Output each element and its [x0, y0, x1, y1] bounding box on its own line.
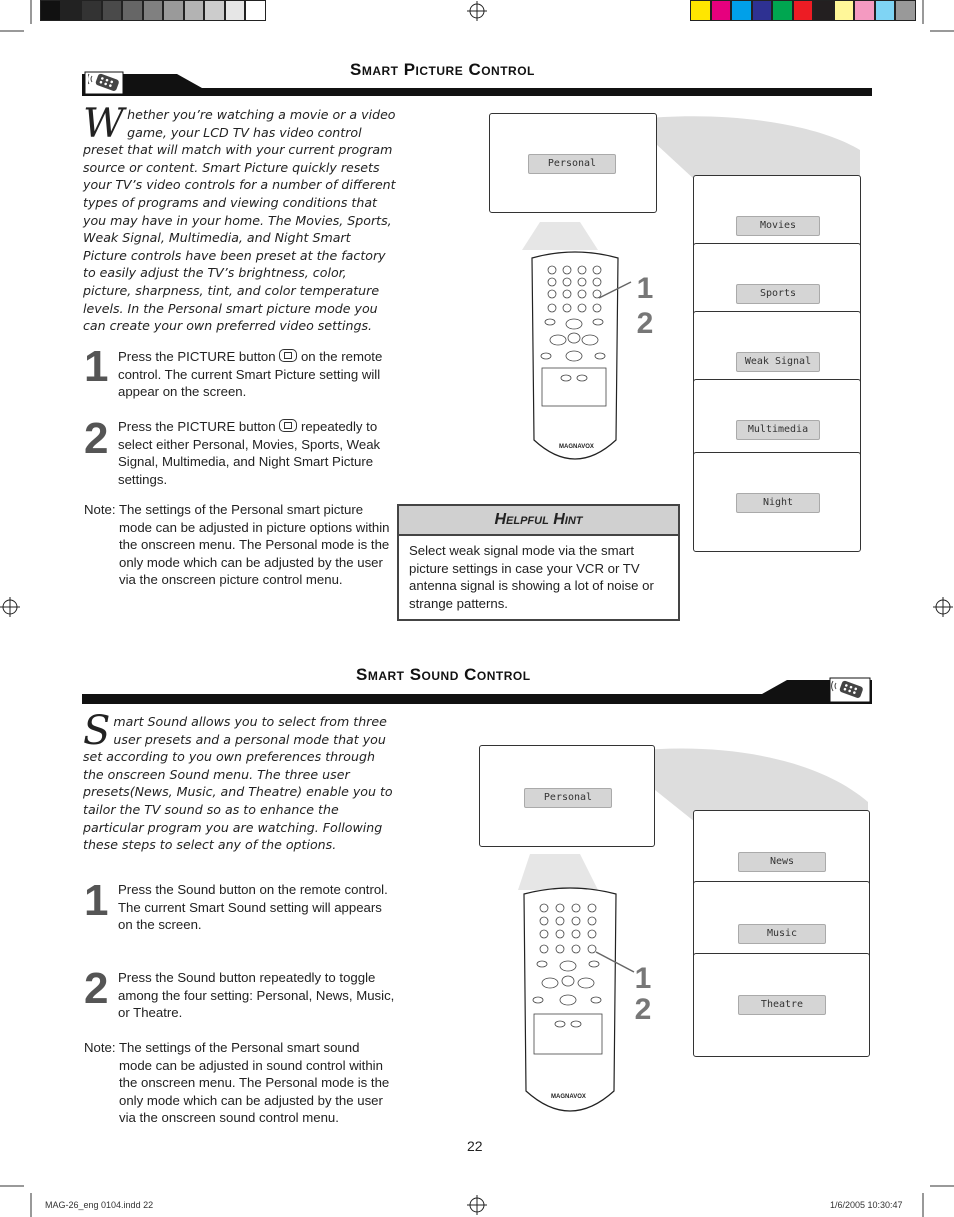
dropcap: W: [83, 101, 125, 147]
helpful-hint-box: [397, 504, 680, 621]
picture-button-icon: [279, 349, 297, 362]
picture-intro: [83, 101, 398, 335]
footer-timestamp: 1/6/2005 10:30:47: [830, 1200, 903, 1210]
remote-control-illustration: [522, 886, 618, 1126]
tv-screen-multimedia: [693, 379, 861, 459]
remote-icon: [830, 677, 870, 703]
callout-step-1: 1: [636, 272, 654, 305]
mode-label-multimedia: Multimedia: [736, 420, 820, 440]
intro-text: hether you’re watching a movie or a video game, your LCD TV has video control preset that will match with your current program source or content. Smart Picture quickly resets your TV’s video controls for a number of different types of programs and viewing conditions that you may have in your home. The Movies, Sports, Weak Signal, Multimedia, and Night Smart Picture controls have been preset at the factory to easily adjust the TV’s brightness, color, picture, sharpness, tint, and color temperature levels. In the Personal smart picture mode you can create your own preferred video settings.: [83, 107, 396, 334]
note-text: The settings of the Personal smart picture mode can be adjusted in picture options within the onscreen menu. The Personal mode is the only mode which can be adjusted by the user via the onscreen picture control menu.: [119, 502, 390, 588]
note-text: The settings of the Personal smart sound mode can be adjusted in sound control within the onscreen menu. The Personal mode is the only mode which can be adjusted by the user via the onscreen sound control menu.: [119, 1040, 390, 1126]
dropcap: S: [83, 708, 111, 754]
picture-button-icon: [279, 419, 297, 432]
mode-label-personal: Personal: [524, 788, 612, 808]
sound-step-2: Press the Sound button repeatedly to toggle among the four setting: Personal, News, Music, or Theatre.: [118, 970, 395, 1020]
picture-section-title: Smart Picture Control: [350, 60, 535, 79]
hint-text: Select weak signal mode via the smart picture settings in case your VCR or TV antenna signal is showing a lot of noise or strange patterns.: [409, 543, 654, 611]
mode-label-news: News: [738, 852, 826, 872]
picture-step-1: Press the PICTURE button on the remote control. The current Smart Picture setting will appear on the screen.: [118, 349, 383, 399]
intro-text: mart Sound allows you to select from three user presets and a personal mode that you set according to you own preferences through the onscreen Sound menu. The three user presets(News, Music, and Theatre) enable you to tailor the TV sound so as to enhance the particular program you are watching. Following these steps to select any of the options.: [83, 714, 393, 853]
callout-step-2: 2: [634, 993, 652, 1026]
callout-step-2: 2: [636, 307, 654, 340]
note-label: Note:: [84, 502, 116, 517]
sound-intro: [83, 708, 398, 854]
remote-brand: MAGNAVOX: [559, 444, 594, 450]
picture-step-2: Press the PICTURE button repeatedly to select either Personal, Movies, Sports, Weak Signal, Multimedia, and Night Smart Picture settings.: [118, 419, 381, 487]
step-number: 2: [84, 414, 109, 463]
tv-screen-personal: [489, 113, 657, 213]
step-number: 1: [84, 876, 109, 925]
mode-label-sports: Sports: [736, 284, 820, 304]
sound-step-1: Press the Sound button on the remote control. The current Smart Sound setting will appears on the screen.: [118, 882, 388, 932]
sound-note: [84, 1039, 396, 1127]
picture-note: [84, 501, 390, 589]
callout-step-1: 1: [634, 962, 652, 995]
mode-label-movies: Movies: [736, 216, 820, 236]
mode-label-personal: Personal: [528, 154, 616, 174]
page-number: 22: [467, 1138, 483, 1154]
step-number: 2: [84, 964, 109, 1013]
step-number: 1: [84, 342, 109, 391]
callout-arrow: [595, 276, 635, 304]
tv-screen-night: [693, 452, 861, 552]
mode-label-night: Night: [736, 493, 820, 513]
mode-label-weak-signal: Weak Signal: [736, 352, 820, 372]
footer-file-info: MAG-26_eng 0104.indd 22: [45, 1200, 154, 1210]
note-label: Note:: [84, 1040, 116, 1055]
remote-brand: MAGNAVOX: [551, 1094, 586, 1100]
hint-title: Helpful Hint: [399, 506, 678, 536]
mode-label-theatre: Theatre: [738, 995, 826, 1015]
mode-label-music: Music: [738, 924, 826, 944]
tv-screen-theatre: [693, 953, 870, 1057]
sound-section-title: Smart Sound Control: [356, 665, 531, 684]
remote-icon: [88, 70, 124, 96]
tv-screen-personal: [479, 745, 655, 847]
